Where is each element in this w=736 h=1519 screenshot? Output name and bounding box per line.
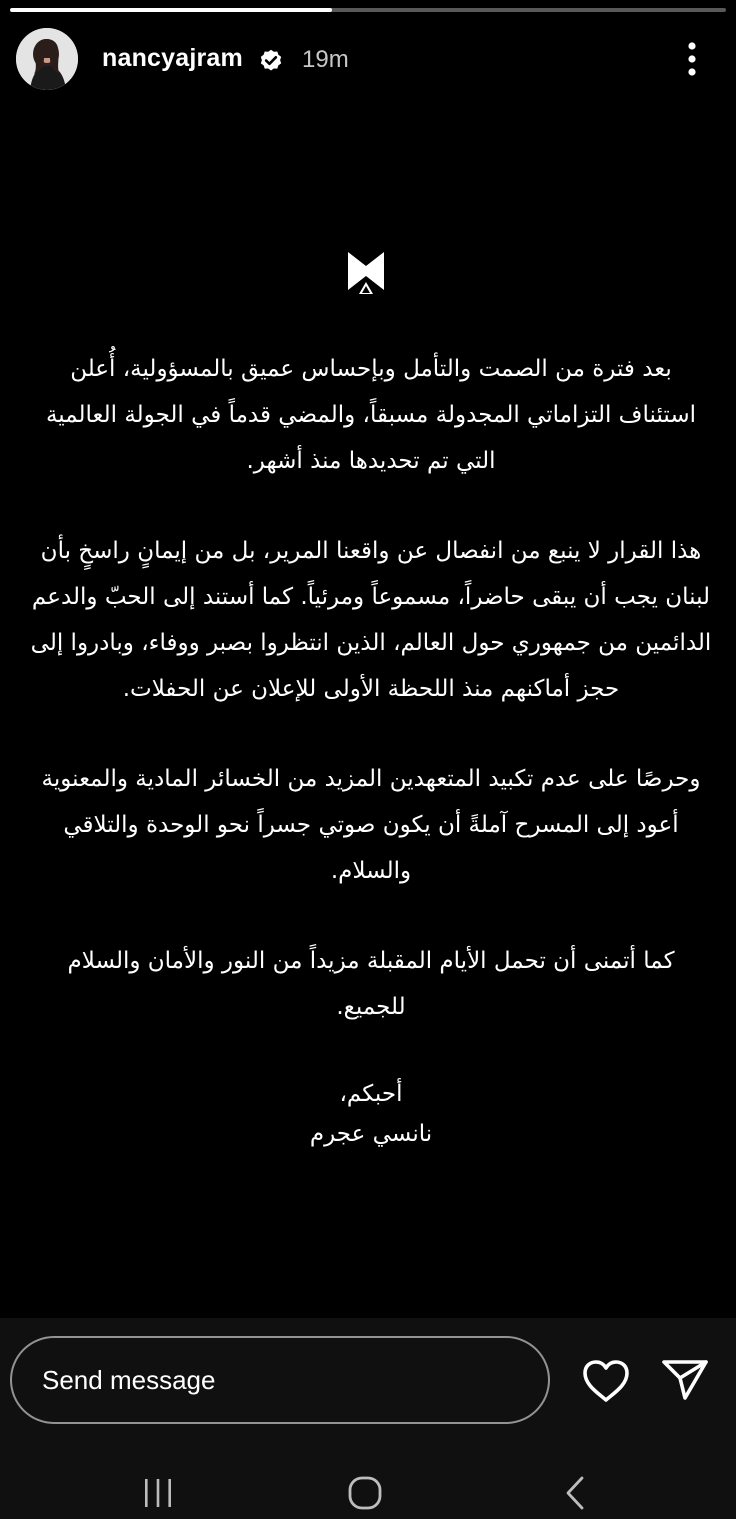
story-progress-fill <box>10 8 332 12</box>
more-vertical-icon[interactable] <box>676 38 708 80</box>
recents-icon[interactable] <box>140 1476 176 1510</box>
send-icon[interactable] <box>660 1358 710 1402</box>
send-message-input[interactable] <box>10 1336 550 1424</box>
system-nav-bar <box>0 1458 736 1519</box>
story-header <box>0 26 736 96</box>
story-progress-bar <box>10 8 726 12</box>
statement-text <box>30 346 712 1154</box>
brand-logo-icon <box>346 250 386 298</box>
username[interactable]: nancyajram <box>102 44 243 72</box>
statement-paragraph: وحرصًا على عدم تكبيد المتعهدين المزيد من الخسائر المادية والمعنوية أعود إلى المسرح آملةً أن يكون صوتي جسراً نحو الوحدة والتلاقي والسلام. <box>41 766 701 884</box>
home-icon[interactable] <box>347 1475 383 1511</box>
signature: نانسي عجرم <box>309 1121 433 1147</box>
verified-badge-icon <box>258 47 284 73</box>
heart-icon[interactable] <box>580 1358 632 1404</box>
back-icon[interactable] <box>560 1474 590 1512</box>
avatar[interactable] <box>16 28 78 90</box>
statement-paragraph: هذا القرار لا ينبع من انفصال عن واقعنا المرير، بل من إيمانٍ راسخٍ بأن لبنان يجب أن يبقى حاضراً، مسموعاً ومرئياً. كما أستند إلى الحبّ والدعم الدائمين من جمهوري حول العالم، الذين انتظروا بصبر ووفاء، وبادروا إلى حجز أماكنهم منذ اللحظة الأولى للإعلان عن الحفلات. <box>30 538 712 702</box>
statement-paragraph: بعد فترة من الصمت والتأمل وبإحساس عميق بالمسؤولية، أُعلن استئناف التزاماتي المجدولة مسبقاً، والمضي قدماً في الجولة العالمية التي تم تحديدها منذ أشهر. <box>45 356 697 474</box>
story-time: 19m <box>302 46 349 73</box>
closing-line: أحبكم، <box>339 1081 403 1107</box>
profile-photo-icon <box>16 28 78 90</box>
statement-paragraph: كما أتمنى أن تحمل الأيام المقبلة مزيداً من النور والأمان والسلام للجميع. <box>67 948 675 1020</box>
bottom-bar <box>0 1318 736 1519</box>
